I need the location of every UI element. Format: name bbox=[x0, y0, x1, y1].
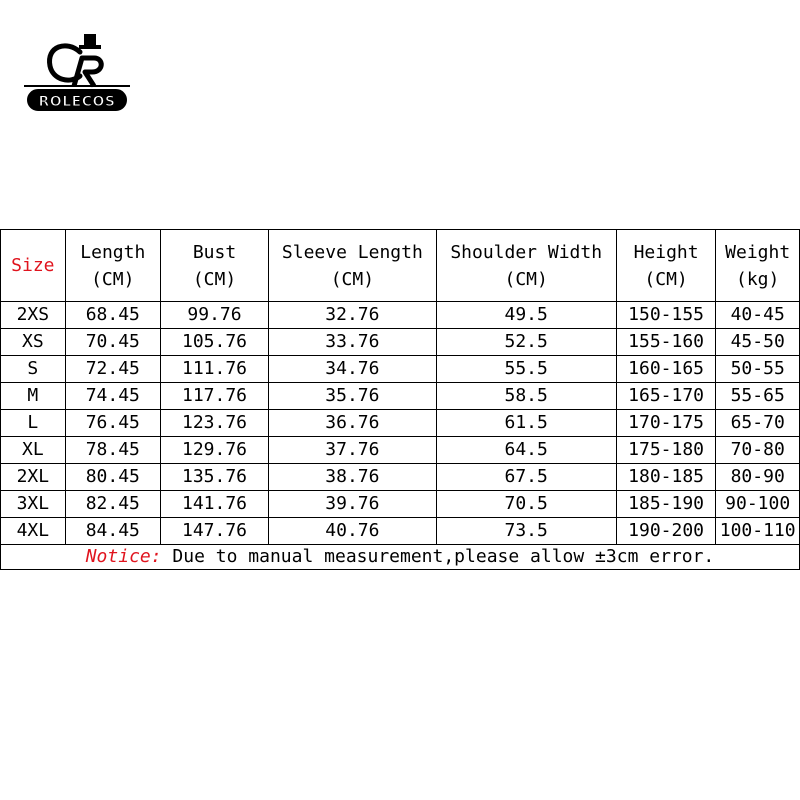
sleeve-length-cell: 39.76 bbox=[269, 491, 436, 518]
notice-text: Due to manual measurement,please allow ±3cm error. bbox=[172, 546, 715, 567]
size-cell: L bbox=[1, 410, 66, 437]
bust-cell: 105.76 bbox=[160, 329, 268, 356]
sleeve-length-cell: 38.76 bbox=[269, 464, 436, 491]
header-weight: Weight (kg) bbox=[716, 230, 800, 302]
shoulder-width-cell: 61.5 bbox=[436, 410, 616, 437]
brand-name: ROLECOS bbox=[27, 89, 127, 111]
shoulder-width-cell: 58.5 bbox=[436, 383, 616, 410]
height-cell: 170-175 bbox=[616, 410, 716, 437]
header-length: Length (CM) bbox=[65, 230, 160, 302]
table-header-row bbox=[1, 230, 800, 302]
sleeve-length-cell: 40.76 bbox=[269, 518, 436, 545]
table-row bbox=[1, 329, 800, 356]
table-row bbox=[1, 518, 800, 545]
length-cell: 74.45 bbox=[65, 383, 160, 410]
rolecos-logo-icon bbox=[22, 22, 132, 92]
table-row bbox=[1, 464, 800, 491]
length-cell: 76.45 bbox=[65, 410, 160, 437]
shoulder-width-cell: 64.5 bbox=[436, 437, 616, 464]
length-cell: 84.45 bbox=[65, 518, 160, 545]
sleeve-length-cell: 37.76 bbox=[269, 437, 436, 464]
height-cell: 175-180 bbox=[616, 437, 716, 464]
size-cell: 3XL bbox=[1, 491, 66, 518]
height-cell: 185-190 bbox=[616, 491, 716, 518]
bust-cell: 129.76 bbox=[160, 437, 268, 464]
bust-cell: 141.76 bbox=[160, 491, 268, 518]
shoulder-width-cell: 49.5 bbox=[436, 302, 616, 329]
weight-cell: 80-90 bbox=[716, 464, 800, 491]
bust-cell: 117.76 bbox=[160, 383, 268, 410]
height-cell: 150-155 bbox=[616, 302, 716, 329]
table-row bbox=[1, 437, 800, 464]
brand-logo bbox=[22, 22, 132, 114]
weight-cell: 55-65 bbox=[716, 383, 800, 410]
length-cell: 70.45 bbox=[65, 329, 160, 356]
height-cell: 190-200 bbox=[616, 518, 716, 545]
header-height: Height (CM) bbox=[616, 230, 716, 302]
size-cell: XS bbox=[1, 329, 66, 356]
size-cell: 2XL bbox=[1, 464, 66, 491]
notice bbox=[1, 545, 800, 570]
shoulder-width-cell: 70.5 bbox=[436, 491, 616, 518]
weight-cell: 40-45 bbox=[716, 302, 800, 329]
length-cell: 78.45 bbox=[65, 437, 160, 464]
size-cell: M bbox=[1, 383, 66, 410]
height-cell: 165-170 bbox=[616, 383, 716, 410]
size-cell: 4XL bbox=[1, 518, 66, 545]
weight-cell: 70-80 bbox=[716, 437, 800, 464]
height-cell: 180-185 bbox=[616, 464, 716, 491]
shoulder-width-cell: 67.5 bbox=[436, 464, 616, 491]
weight-cell: 50-55 bbox=[716, 356, 800, 383]
weight-cell: 90-100 bbox=[716, 491, 800, 518]
bust-cell: 147.76 bbox=[160, 518, 268, 545]
height-cell: 160-165 bbox=[616, 356, 716, 383]
table-row bbox=[1, 356, 800, 383]
weight-cell: 45-50 bbox=[716, 329, 800, 356]
length-cell: 72.45 bbox=[65, 356, 160, 383]
size-cell: XL bbox=[1, 437, 66, 464]
notice-label: Notice: bbox=[85, 546, 162, 567]
header-size: Size bbox=[1, 230, 66, 302]
sleeve-length-cell: 35.76 bbox=[269, 383, 436, 410]
header-bust: Bust (CM) bbox=[160, 230, 268, 302]
size-cell: 2XS bbox=[1, 302, 66, 329]
bust-cell: 99.76 bbox=[160, 302, 268, 329]
shoulder-width-cell: 55.5 bbox=[436, 356, 616, 383]
sleeve-length-cell: 34.76 bbox=[269, 356, 436, 383]
shoulder-width-cell: 73.5 bbox=[436, 518, 616, 545]
bust-cell: 111.76 bbox=[160, 356, 268, 383]
size-chart-table bbox=[0, 229, 800, 570]
length-cell: 68.45 bbox=[65, 302, 160, 329]
height-cell: 155-160 bbox=[616, 329, 716, 356]
notice-row bbox=[1, 545, 800, 570]
length-cell: 80.45 bbox=[65, 464, 160, 491]
sleeve-length-cell: 36.76 bbox=[269, 410, 436, 437]
length-cell: 82.45 bbox=[65, 491, 160, 518]
bust-cell: 135.76 bbox=[160, 464, 268, 491]
table-row bbox=[1, 383, 800, 410]
table-row bbox=[1, 410, 800, 437]
bust-cell: 123.76 bbox=[160, 410, 268, 437]
table-row bbox=[1, 491, 800, 518]
weight-cell: 100-110 bbox=[716, 518, 800, 545]
size-cell: S bbox=[1, 356, 66, 383]
shoulder-width-cell: 52.5 bbox=[436, 329, 616, 356]
header-sleeve-length: Sleeve Length (CM) bbox=[269, 230, 436, 302]
table-row bbox=[1, 302, 800, 329]
sleeve-length-cell: 32.76 bbox=[269, 302, 436, 329]
header-shoulder-width: Shoulder Width (CM) bbox=[436, 230, 616, 302]
sleeve-length-cell: 33.76 bbox=[269, 329, 436, 356]
weight-cell: 65-70 bbox=[716, 410, 800, 437]
